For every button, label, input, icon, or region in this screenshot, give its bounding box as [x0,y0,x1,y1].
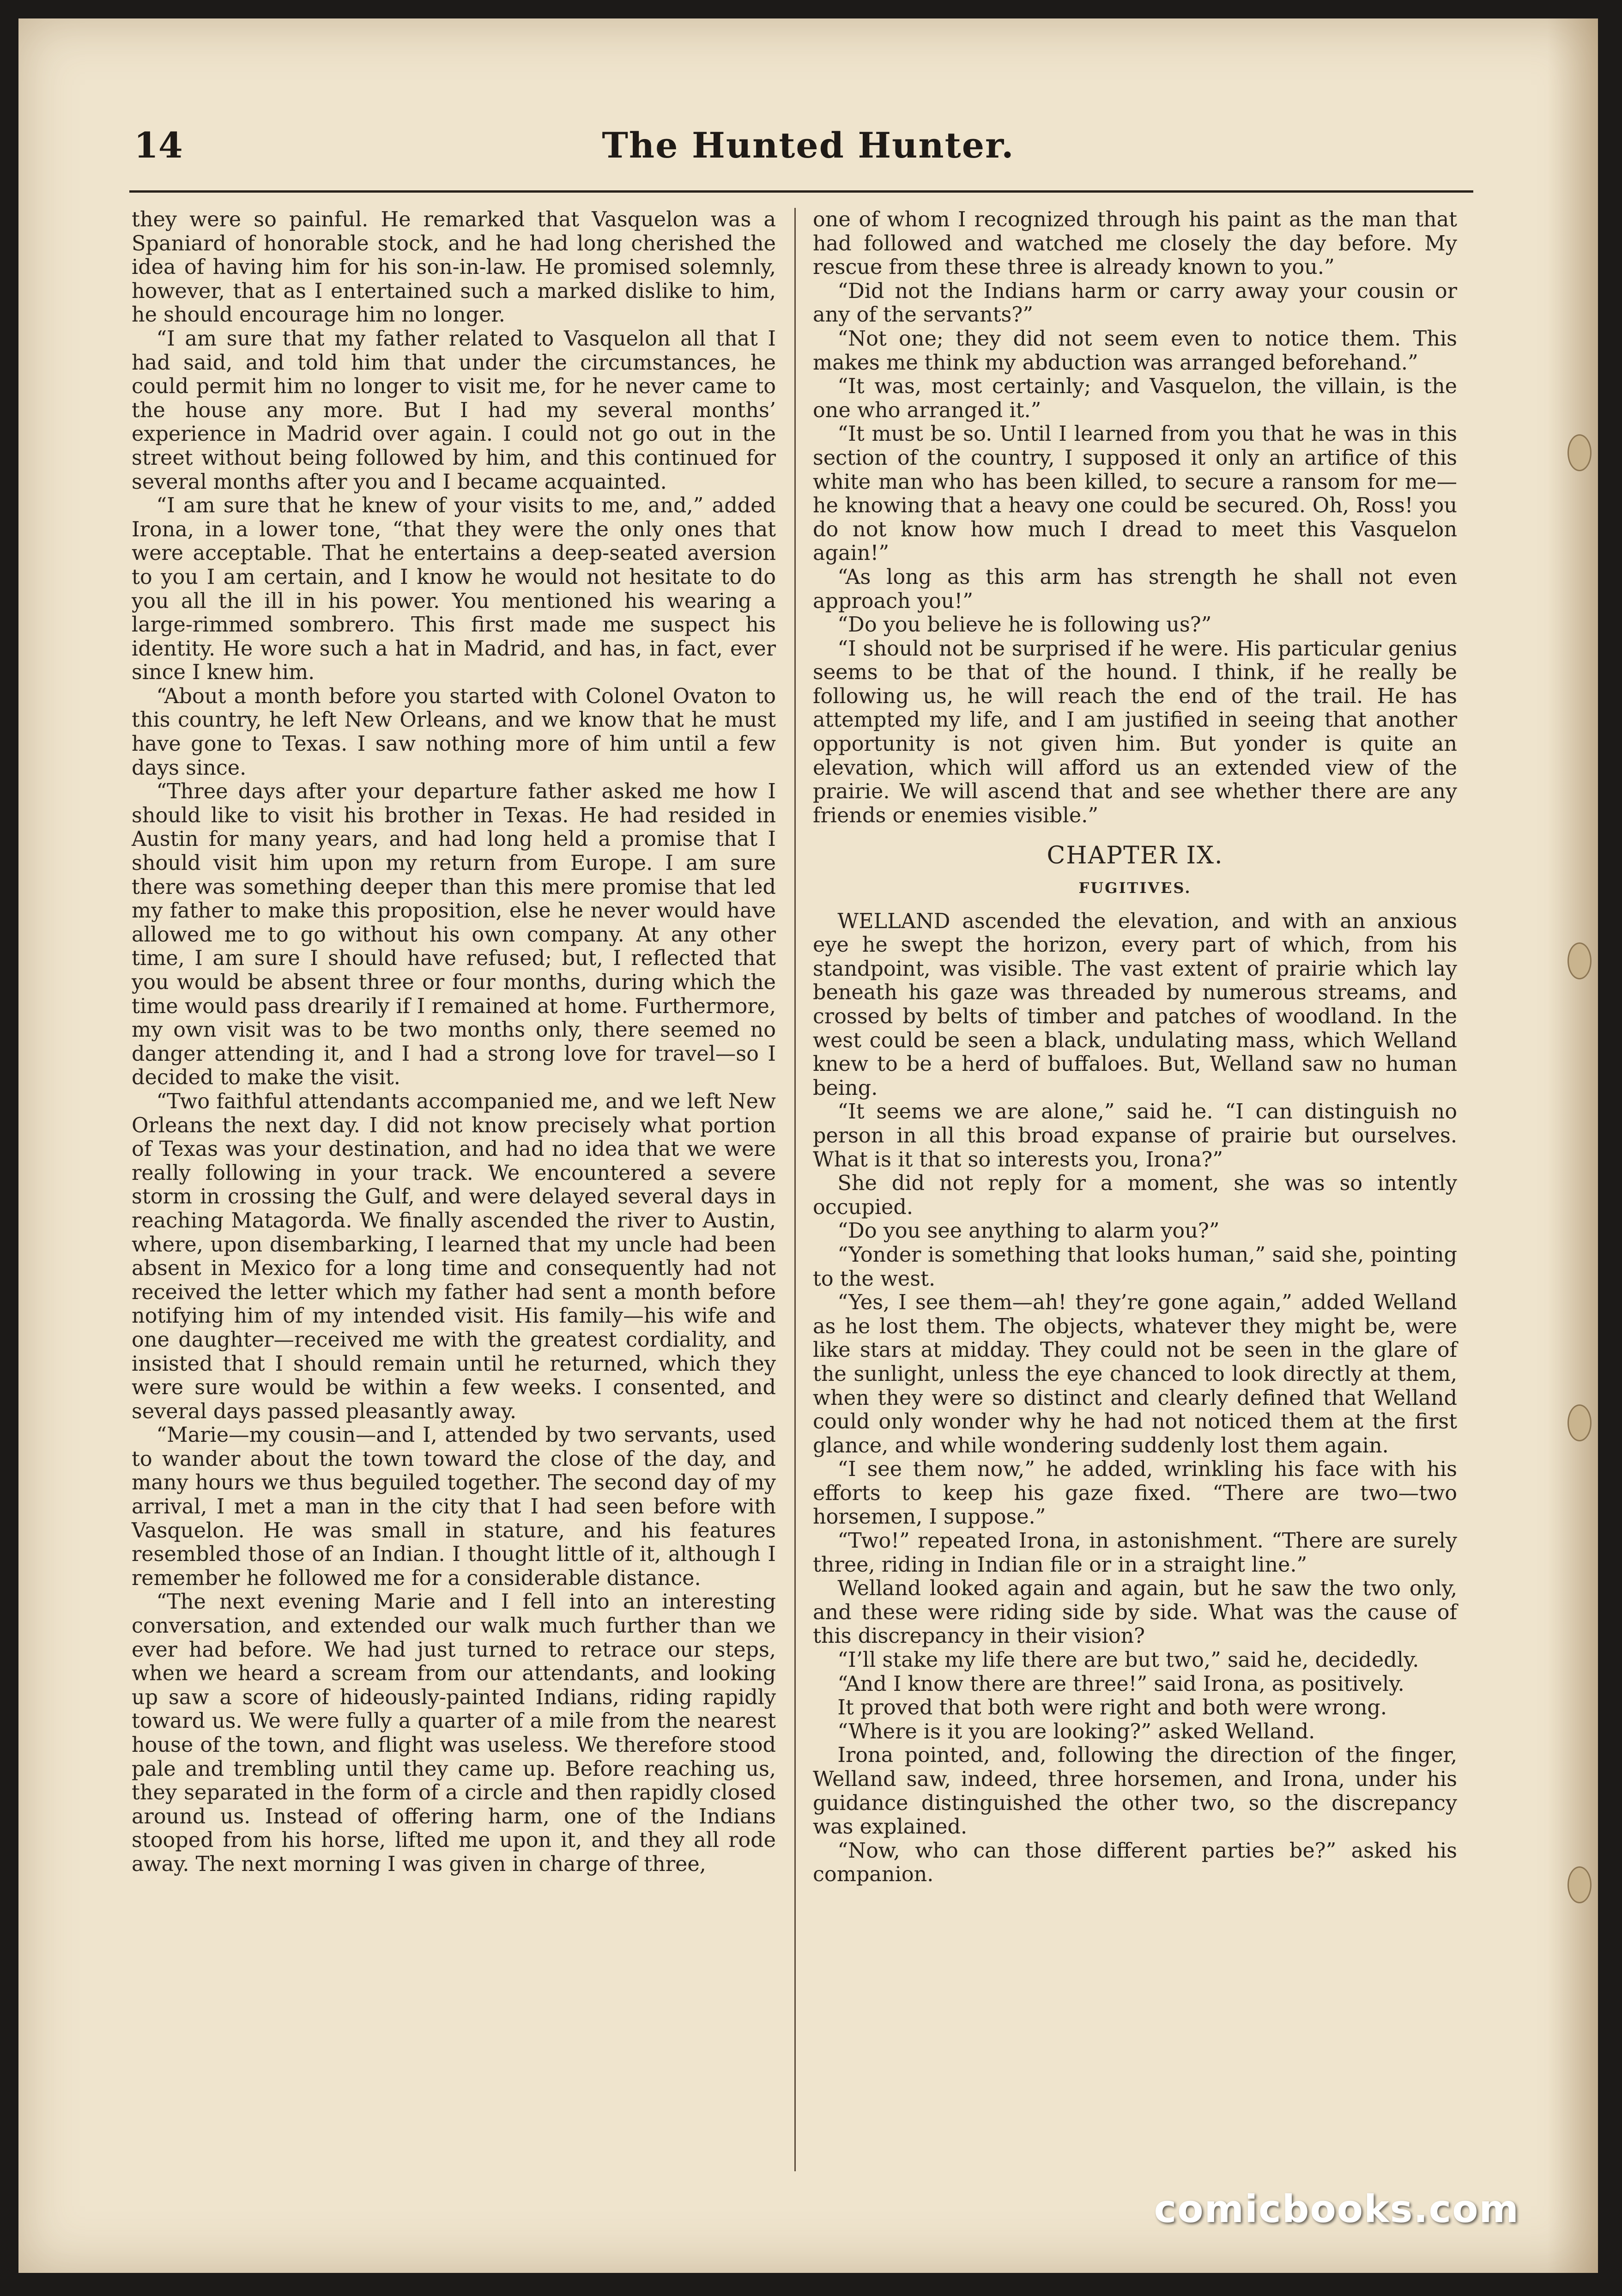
paragraph: “And I know there are three!” said Irona, as positively. [837,1672,1404,1696]
page-number: 14 [134,125,183,166]
page-header [102,111,1515,166]
paragraph: “Did not the Indians harm or carry away your cousin or any of the servants?” [813,279,1457,327]
paragraph: “Do you see anything to alarm you?” [837,1219,1220,1243]
book-page [18,18,1598,2273]
paragraph: one of whom I recognized through his paint as the man that had followed and watched me closely the day before. My rescue from these three is already known to you.” [813,208,1457,279]
left-column [132,208,776,1877]
paragraph: “It seems we are alone,” said he. “I can distinguish no person in all this broad expanse of prairie but ourselves. What is it that so interests you, Irona?” [813,1100,1457,1172]
paragraph: “Not one; they did not seem even to notice them. This makes me think my abduction was arranged beforehand.” [813,327,1457,375]
paragraph: “Marie—my cousin—and I, attended by two servants, used to wander about the town toward the close of the day, and many hours we thus beguiled together. The second day of my arrival, I met a man in the city that I had seen before with Vasquelon. He was small in stature, and his features resembled those of an Indian. I thought little of it, although I remember he followed me for a considerable distance. [132,1423,776,1590]
header-rule [129,190,1473,193]
paragraph: “Where is it you are looking?” asked Welland. [837,1719,1315,1743]
paragraph: “Three days after your departure father asked me how I should like to visit his brother in Texas. He had resided in Austin for many years, and had long held a promise that I should visit him upon my return from Europe. I am sure there was something deeper than this mere promise that led my father to make this proposition, else he never would have allowed me to go without his own company. At any other time, I am sure I should have refused; but, I reflected that you would be absent three or four months, during which the time would pass drearily if I remained at home. Furthermore, my own visit was to be two months only, there seemed no danger attending it, and I had a strong love for travel—so I decided to make the visit. [132,780,776,1090]
running-title: The Hunted Hunter. [602,125,1015,166]
paragraph: “I am sure that my father related to Vasquelon all that I had said, and told him that under the circumstances, he could permit him no longer to visit me, for he never came to the house any more. But I had my several months’ experience in Madrid over again. I could not go out in the street without being followed by him, and this continued for several months after you and I became acquainted. [132,327,776,494]
paragraph: Irona pointed, and, following the direction of the finger, Welland saw, indeed, three horsemen, and Irona, under his guidance distinguished the other two, so the discrepancy was explained. [813,1743,1457,1839]
chapter-title: CHAPTER IX. [1047,842,1223,870]
paragraph: “I should not be surprised if he were. His particular genius seems to be that of the hound. I think, if he really be following us, he will reach the end of the trail. He has attempted my life, and I am justified in seeing that another opportunity is not given him. But yonder is quite an elevation, which will afford us an extended view of the prairie. We will ascend that and see whether there are any friends or enemies visible.” [813,637,1457,827]
paragraph: “Two faithful attendants accompanied me, and we left New Orleans the next day. I did not know precisely what portion of Texas was your destination, and had no idea that we were really following in your track. We encountered a severe storm in crossing the Gulf, and were delayed several days in reaching Matagorda. We finally ascended the river to Austin, where, upon disembarking, I learned that my uncle had been absent in Mexico for a long time and consequently had not received the letter which my father had sent a month before notifying him of my intended visit. His family—his wife and one daughter—received me with the greatest cordiality, and insisted that I should remain until he returned, which they were sure would be within a few weeks. I consented, and several days passed pleasantly away. [132,1089,776,1423]
paragraph: “As long as this arm has strength he shall not even approach you!” [813,565,1457,613]
paragraph: “Two!” repeated Irona, in astonishment. “There are surely three, riding in Indian file or in a straight line.” [813,1529,1457,1577]
watermark: comicbooks.com [1154,2187,1519,2231]
paragraph: “I’ll stake my life there are but two,” said he, decidedly. [837,1648,1419,1672]
paragraph: “Now, who can those different parties be?” asked his companion. [813,1839,1457,1887]
paragraph: “Yonder is something that looks human,” said she, pointing to the west. [813,1243,1457,1291]
paragraph: “About a month before you started with Colonel Ovaton to this country, he left New Orleans, and we know that he must have gone to Texas. I saw nothing more of him until a few days since. [132,684,776,780]
page-edge [1547,18,1598,2273]
paragraph: “It must be so. Until I learned from you that he was in this section of the country, I supposed it only an artifice of this white man who has been killed, to secure a ransom for me—he knowing that a heavy one could be secured. Oh, Ross! you do not know how much I dread to meet this Vasquelon again!” [813,422,1457,565]
paragraph: Welland looked again and again, but he saw the two only, and these were riding side by side. What was the cause of this discrepancy in their vision? [813,1577,1457,1648]
paragraph: WELLAND ascended the elevation, and with an anxious eye he swept the horizon, every part of which, from his standpoint, was visible. The vast extent of prairie which lay beneath his gaze was threaded by numerous streams, and crossed by belts of timber and patches of woodland. In the west could be seen a black, undulating mass, which Welland knew to be a herd of buffaloes. But, Welland saw no human being. [813,909,1457,1100]
paragraph: “I am sure that he knew of your visits to me, and,” added Irona, in a lower tone, “that they were the only ones that were acceptable. That he entertains a deep-seated aversion to you I am certain, and I know he would not hesitate to do you all the ill in his power. You mentioned his wearing a large-rimmed sombrero. This first made me suspect his identity. He wore such a hat in Madrid, and has, in fact, ever since I knew him. [132,494,776,685]
binding-ring [1568,1866,1592,1903]
paragraph: “Yes, I see them—ah! they’re gone again,” added Welland as he lost them. The objects, whatever they might be, were like stars at midday. They could not be seen in the glare of the sunlight, unless the eye chanced to look directly at them, when they were so distinct and clearly defined that Welland could only wonder why he had not noticed them at the first glance, and while wondering suddenly lost them again. [813,1291,1457,1458]
paragraph: She did not reply for a moment, she was so intently occupied. [813,1172,1457,1219]
right-column [813,208,1457,1887]
column-divider [794,208,796,2171]
chapter-subtitle: FUGITIVES. [1078,879,1192,897]
binding-ring [1568,434,1592,471]
paragraph: “It was, most certainly; and Vasquelon, the villain, is the one who arranged it.” [813,375,1457,422]
paragraph: “I see them now,” he added, wrinkling his face with his efforts to keep his gaze fixed. “There are two—two horsemen, I suppose.” [813,1458,1457,1529]
paragraph: It proved that both were right and both were wrong. [837,1696,1387,1720]
binding-ring [1568,1404,1592,1441]
paragraph: “The next evening Marie and I fell into an interesting conversation, and extended our walk much further than we ever had before. We had just turned to retrace our steps, when we heard a scream from our attendants, and looking up saw a score of hideously-painted Indians, riding rapidly toward us. We were fully a quarter of a mile from the nearest house of the town, and flight was useless. We therefore stood pale and trembling until they came up. Before reaching us, they separated in the form of a circle and then rapidly closed around us. Instead of offering harm, one of the Indians stooped from his horse, lifted me upon it, and they all rode away. The next morning I was given in charge of three, [132,1590,776,1876]
binding-ring [1568,942,1592,979]
paragraph: “Do you believe he is following us?” [837,613,1212,637]
paragraph: they were so painful. He remarked that Vasquelon was a Spaniard of honorable stock, and he had long cherished the idea of having him for his son-in-law. He promised solemnly, however, that as I entertained such a marked dislike to him, he should encourage him no longer. [132,208,776,327]
